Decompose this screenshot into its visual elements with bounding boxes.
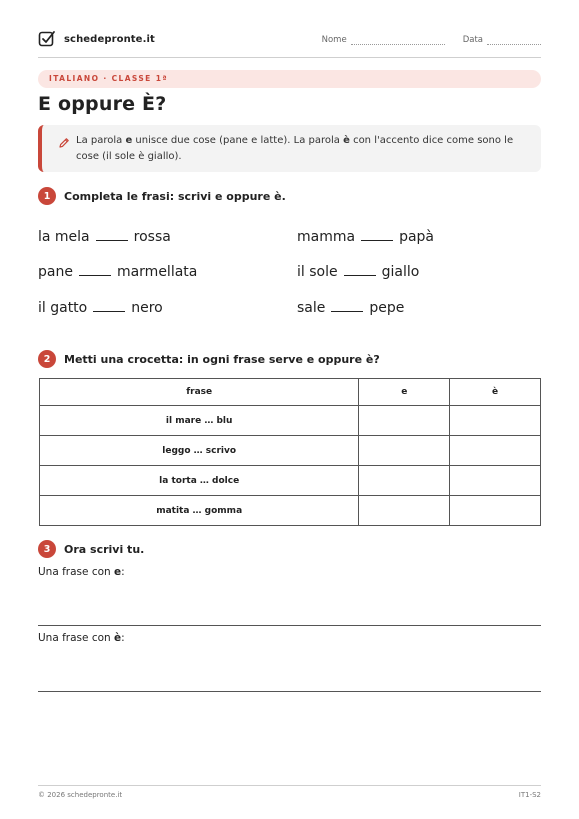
name-blank-line (351, 37, 445, 45)
answer-blank[interactable] (331, 302, 363, 312)
phrase-item (297, 264, 419, 280)
check-cell-e-accent[interactable] (450, 496, 541, 526)
copyright: © 2026 schedepronte.it (38, 791, 123, 799)
table-row (40, 466, 541, 496)
sentence-cell: leggo … scrivo (40, 436, 359, 466)
date-blank-line (487, 37, 541, 45)
prompt-text: Una frase con (38, 632, 115, 644)
prompt-bold: è (114, 632, 122, 644)
name-date-fields (322, 35, 541, 45)
date-label: Data (462, 35, 483, 45)
table-row (40, 436, 541, 466)
note-text-part: La parola (76, 135, 126, 146)
check-cell-e-accent[interactable] (450, 436, 541, 466)
phrase-after: nero (131, 300, 163, 316)
choice-table (39, 378, 541, 526)
answer-blank[interactable] (361, 231, 393, 241)
pencil-icon (58, 137, 70, 149)
section-2-heading (38, 350, 380, 368)
column-header-e: e (359, 379, 450, 406)
note-bold-e: e (125, 135, 133, 146)
site-name: schedepronte.it (64, 33, 155, 45)
writing-line[interactable] (38, 691, 541, 692)
sentence-cell: il mare … blu (40, 406, 359, 436)
phrase-before: il gatto (38, 300, 88, 316)
column-header-frase: frase (40, 379, 359, 406)
phrase-before: mamma (297, 229, 356, 245)
check-cell-e[interactable] (359, 436, 450, 466)
phrase-after: rossa (133, 229, 171, 245)
section-number-badge: 1 (38, 187, 56, 205)
phrase-after: marmellata (116, 264, 198, 280)
phrase-after: papà (399, 229, 435, 245)
note-text-part: unisce due cose (pane e latte). La parola (132, 135, 344, 146)
phrase-before: la mela (38, 229, 90, 245)
section-title: Metti una crocetta: in ogni frase serve e oppure è? (64, 352, 380, 366)
worksheet-code: IT1-S2 (518, 791, 541, 799)
phrase-item (38, 300, 163, 316)
section-number-badge: 3 (38, 540, 56, 558)
section-3-heading (38, 540, 144, 558)
prompt-colon: : (121, 632, 125, 644)
date-field[interactable] (463, 35, 541, 45)
check-cell-e-accent[interactable] (450, 466, 541, 496)
check-cell-e[interactable] (359, 406, 450, 436)
section-title: Completa le frasi: scrivi e oppure è. (64, 189, 286, 203)
prompt-text: Una frase con (38, 566, 115, 578)
note-text-part: con l'accento dice come sono le cose (il sole è giallo). (76, 135, 514, 162)
site-logo (38, 30, 155, 48)
write-prompt-e (38, 566, 125, 578)
check-cell-e-accent[interactable] (450, 406, 541, 436)
phrase-item (38, 229, 171, 245)
write-prompt-e-accent (38, 632, 125, 644)
section-title: Ora scrivi tu. (64, 542, 145, 556)
check-cell-e[interactable] (359, 466, 450, 496)
check-cell-e[interactable] (359, 496, 450, 526)
page-footer (38, 785, 541, 799)
note-text (76, 133, 529, 165)
subject-bar (38, 70, 541, 88)
answer-blank[interactable] (96, 231, 128, 241)
answer-blank[interactable] (79, 266, 111, 276)
sentence-cell: la torta … dolce (40, 466, 359, 496)
phrase-after: pepe (369, 300, 405, 316)
info-note (38, 125, 541, 172)
page-header (38, 28, 541, 58)
phrase-before: il sole (297, 264, 338, 280)
answer-blank[interactable] (93, 302, 125, 312)
writing-line[interactable] (38, 625, 541, 626)
table-row (40, 406, 541, 436)
phrase-item (297, 300, 404, 316)
phrase-item (38, 264, 197, 280)
subject-label: ITALIANO · CLASSE 1ª (49, 74, 168, 83)
section-number-badge: 2 (38, 350, 56, 368)
prompt-bold: e (114, 566, 122, 578)
sentence-cell: matita … gomma (40, 496, 359, 526)
table-row (40, 496, 541, 526)
phrase-item (297, 229, 434, 245)
answer-blank[interactable] (344, 266, 376, 276)
checkbox-logo-icon (38, 30, 56, 48)
section-1-heading (38, 187, 286, 205)
column-header-e-accent: è (450, 379, 541, 406)
prompt-colon: : (121, 566, 125, 578)
phrase-after: giallo (381, 264, 420, 280)
name-field[interactable] (322, 35, 445, 45)
phrase-before: pane (38, 264, 73, 280)
page-title: E oppure È? (38, 93, 167, 115)
name-label: Nome (321, 35, 347, 45)
note-bold-e-accent: è (343, 135, 350, 146)
table-header-row (40, 379, 541, 406)
phrase-before: sale (297, 300, 326, 316)
